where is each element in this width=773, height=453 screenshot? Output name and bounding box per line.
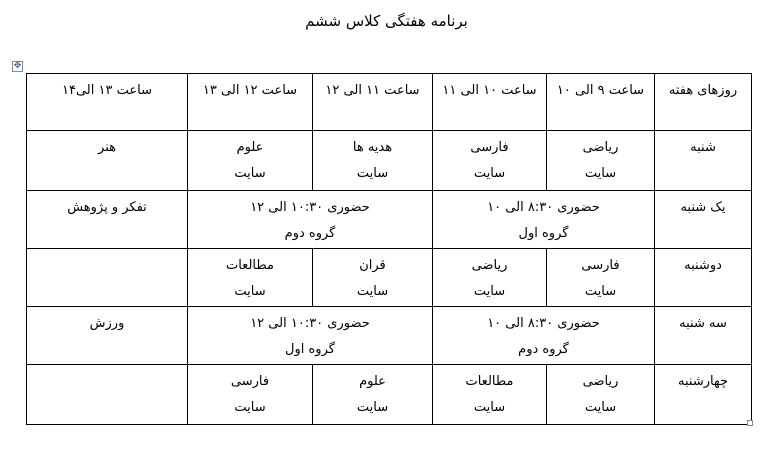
page-title: برنامه هفتگی کلاس ششم [305,12,468,30]
table-cell [188,249,313,307]
merged-cell [188,307,433,365]
table-cell [433,249,547,307]
table-cell [188,365,313,425]
table-cell [27,365,188,425]
day-cell: دوشنبه [655,249,752,307]
day-cell: شنبه [655,131,752,191]
header-cell-12-13: ساعت ۱۲ الی ۱۳ [188,74,313,131]
session-time-label: حضوری ۱۰:۳۰ الی ۱۲ [250,316,370,331]
subject-label: علوم [236,140,264,155]
location-label: سایت [356,284,389,299]
table-row-wednesday [27,365,752,425]
table-row-monday [27,249,752,307]
day-cell: چهارشنبه [655,365,752,425]
table-cell [547,365,655,425]
header-cell-13-14: ساعت ۱۳ الی۱۴ [27,74,188,131]
merged-cell [433,191,655,249]
location-label: سایت [234,284,266,299]
table-cell [547,131,655,191]
table-resize-handle-icon[interactable] [747,420,753,426]
group-label: گروه دوم [284,226,336,241]
subject-label: ریاضی [582,374,619,389]
table-cell [433,131,547,191]
table-cell [313,249,433,307]
merged-cell [433,307,655,365]
session-time-label: حضوری ۸:۳۰ الی ۱۰ [487,200,600,215]
location-label: سایت [473,400,506,415]
table-cell [188,131,313,191]
location-label: سایت [234,400,266,415]
location-label: سایت [584,284,617,299]
group-label: گروه دوم [518,342,569,357]
header-cell-days: روزهای هفته [655,74,752,131]
day-cell: سه شنبه [655,307,752,365]
header-cell-11-12: ساعت ۱۱ الی ۱۲ [313,74,433,131]
table-cell [313,131,433,191]
location-label: سایت [584,400,617,415]
group-label: گروه اول [285,342,335,357]
subject-label: مطالعات [465,374,514,389]
table-cell [547,249,655,307]
table-cell [433,365,547,425]
group-label: گروه اول [518,226,569,241]
subject-label: قران [359,258,386,273]
table-cell: هنر [27,131,188,191]
subject-label: مطالعات [225,258,275,273]
table-cell [313,365,433,425]
table-cell: تفکر و پژوهش [27,191,188,249]
table-cell [27,249,188,307]
location-label: سایت [473,166,506,181]
merged-cell [188,191,433,249]
location-label: سایت [234,166,266,181]
table-row-saturday [27,131,752,191]
subject-label: فارسی [230,374,270,389]
location-label: سایت [356,166,389,181]
subject-label: علوم [359,374,386,389]
table-row-sunday [27,191,752,249]
session-time-label: حضوری ۸:۳۰ الی ۱۰ [487,316,600,331]
table-header-row [27,74,752,131]
header-cell-9-10: ساعت ۹ الی ۱۰ [547,74,655,131]
subject-label: فارسی [470,140,509,155]
schedule-table [26,73,752,425]
table-move-handle-icon[interactable]: ✥ [13,61,22,71]
location-label: سایت [473,284,506,299]
location-label: سایت [356,400,389,415]
day-cell: یک شنبه [655,191,752,249]
session-time-label: حضوری ۱۰:۳۰ الی ۱۲ [250,200,370,215]
subject-label: ریاضی [471,258,508,273]
subject-label: فارسی [581,258,620,273]
subject-label: هدیه ها [352,140,393,155]
location-label: سایت [584,166,617,181]
subject-label: ریاضی [582,140,619,155]
table-row-tuesday [27,307,752,365]
table-cell: ورزش [27,307,188,365]
header-cell-10-11: ساعت ۱۰ الی ۱۱ [433,74,547,131]
